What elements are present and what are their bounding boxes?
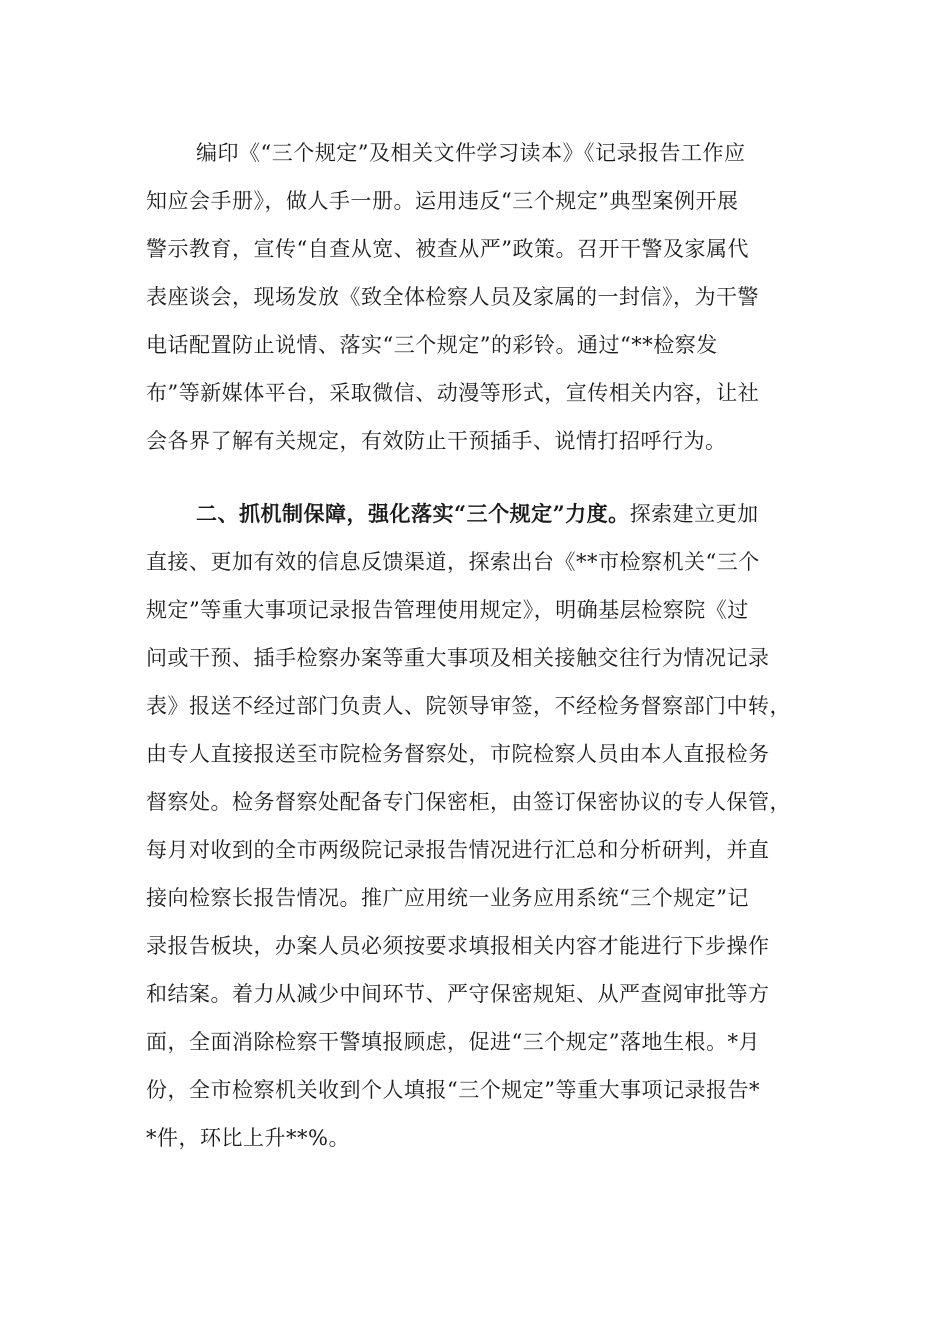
paragraph-2-line-9: 接向检察长报告情况。推广应用统一业务应用系统“三个规定”记 [146, 886, 749, 910]
paragraph-2-line-5: 表》报送不经过部门负责人、院领导审签，不经检务督察部门中转， [146, 694, 791, 718]
paragraph-2-line-12: 面，全面消除检察干警填报顾虑，促进“三个规定”落地生根。*月 [146, 1030, 760, 1054]
paragraph-2-line-3: 规定”等重大事项记录报告管理使用规定》，明确基层检察院《过 [146, 598, 749, 622]
paragraph-2-line-13: 份，全市检察机关收到个人填报“三个规定”等重大事项记录报告* [146, 1078, 760, 1102]
paragraph-2-line-7: 督察处。检务督察处配备专门保密柜，由签订保密协议的专人保管， [146, 790, 791, 814]
paragraph-1-line-1: 编印《“三个规定”及相关文件学习读本》《记录报告工作应 [196, 141, 746, 165]
paragraph-2-line-4: 问或干预、插手检察办案等重大事项及相关接触交往行为情况记录 [146, 646, 770, 670]
paragraph-2-line-6: 由专人直接报送至市院检务督察处，市院检察人员由本人直报检务 [146, 742, 770, 766]
paragraph-2-line-8: 每月对收到的全市两级院记录报告情况进行汇总和分析研判，并直 [146, 838, 770, 862]
paragraph-2-line-1 [196, 501, 759, 527]
paragraph-2-line-10: 录报告板块，办案人员必须按要求填报相关内容才能进行下步操作 [146, 934, 770, 958]
paragraph-1-line-7: 会各界了解有关规定，有效防止干预插手、说情打招呼行为。 [146, 429, 727, 453]
paragraph-2-line-11: 和结案。着力从减少中间环节、严守保密规矩、从严查阅审批等方 [146, 982, 770, 1006]
paragraph-1-line-4: 表座谈会，现场发放《致全体检察人员及家属的一封信》，为干警 [146, 285, 759, 309]
paragraph-1-line-5: 电话配置防止说情、落实“三个规定”的彩铃。通过“**检察发 [146, 333, 718, 357]
paragraph-1-line-3: 警示教育，宣传“自查从宽、被查从严”政策。召开干警及家属代 [146, 237, 749, 261]
paragraph-2-line-2: 直接、更加有效的信息反馈渠道，探索出台《**市检察机关“三个 [146, 550, 760, 574]
paragraph-1-line-2: 知应会手册》，做人手一册。运用违反“三个规定”典型案例开展 [146, 189, 739, 213]
paragraph-2-line-14: *件，环比上升**%。 [146, 1126, 350, 1150]
paragraph-2-line-1-rest: 探索建立更加 [629, 502, 759, 526]
paragraph-1-line-6: 布”等新媒体平台，采取微信、动漫等形式，宣传相关内容，让社 [146, 381, 760, 405]
section-heading: 二、抓机制保障，强化落实“三个规定”力度。 [196, 501, 630, 526]
